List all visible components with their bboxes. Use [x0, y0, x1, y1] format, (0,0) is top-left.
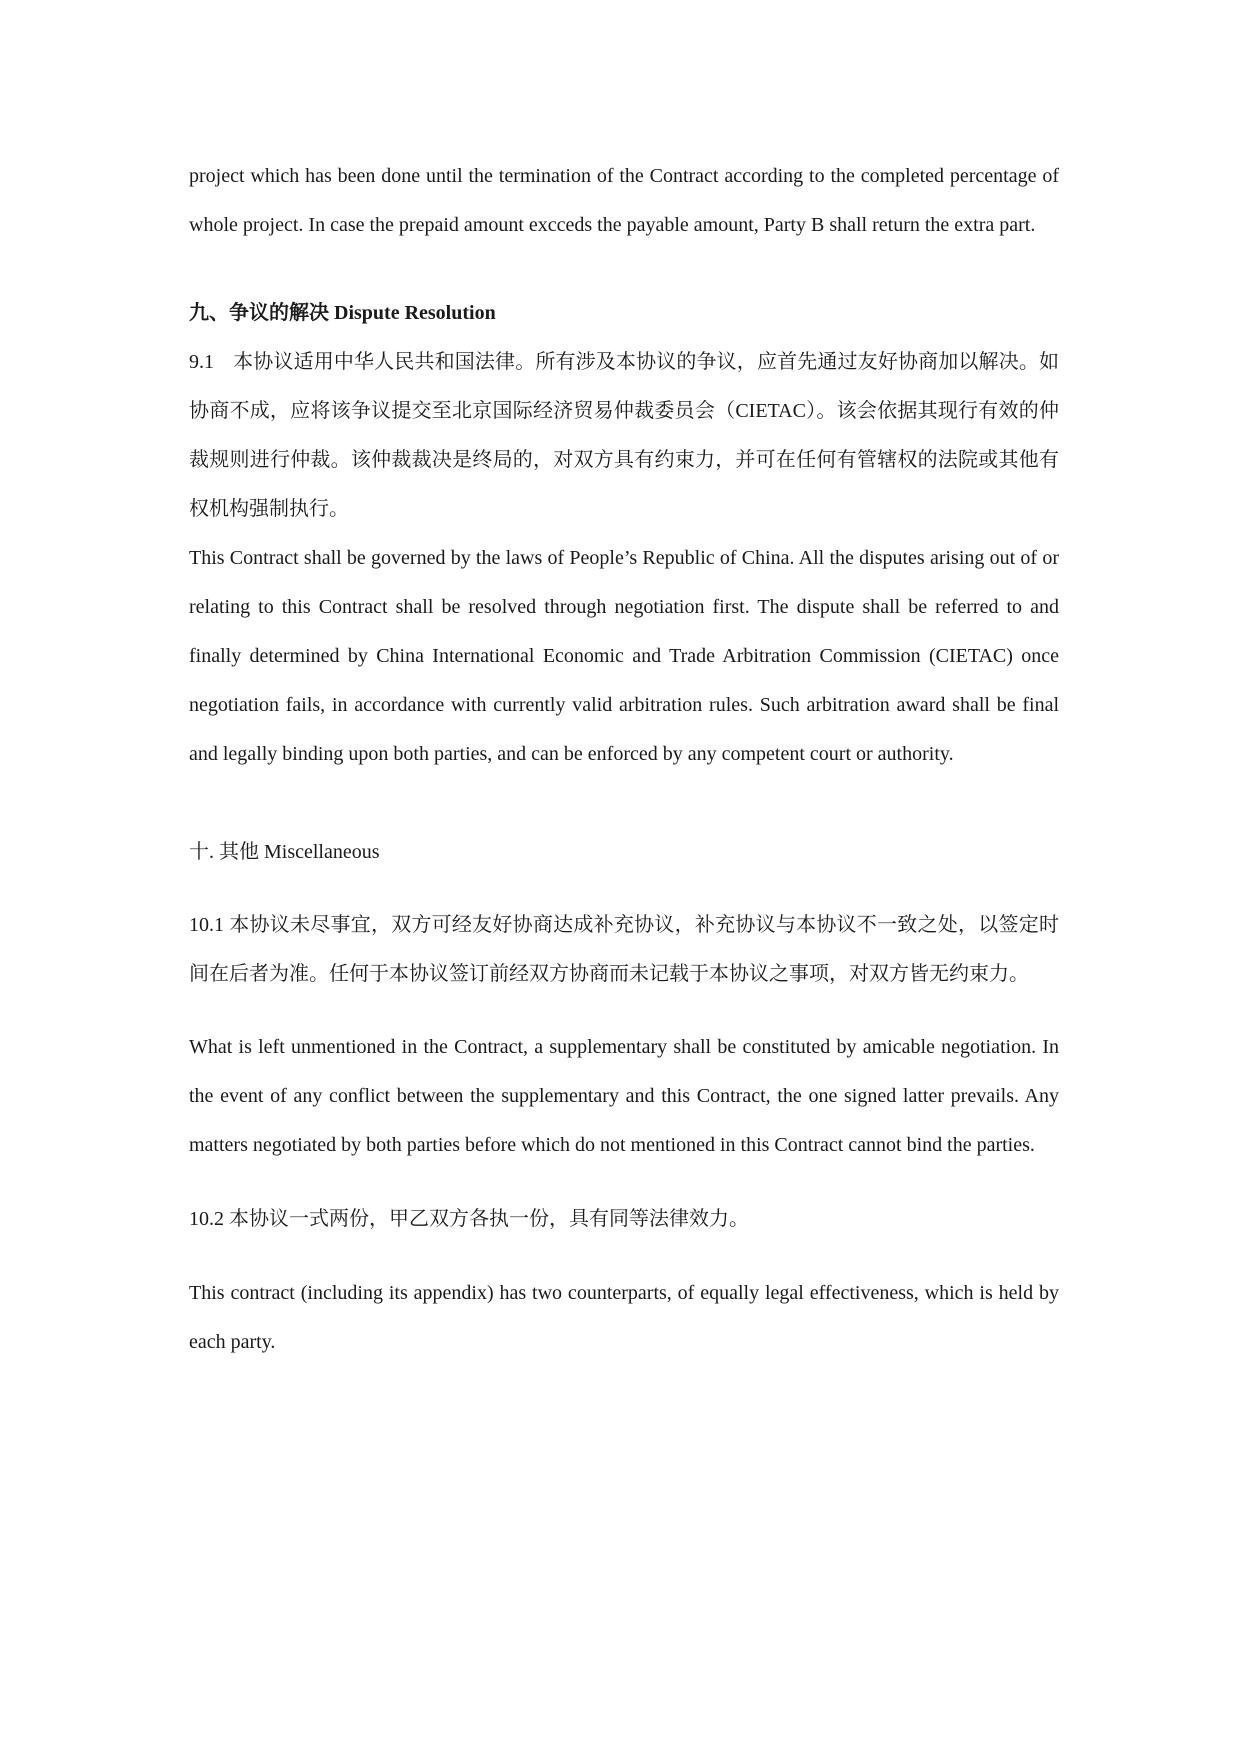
spacer	[189, 250, 1059, 289]
continuation-paragraph: project which has been done until the termination of the Contract according to the completed percentage of whole project. In case the prepaid amount excceds the payable amount, Party B shall return the extra part.	[189, 165, 1059, 236]
clause-9-1-number: 9.1	[189, 351, 214, 373]
spacer	[189, 1244, 1059, 1269]
spacer	[189, 779, 1059, 828]
spacer	[189, 877, 1059, 901]
clause-9-1-chinese	[189, 338, 1059, 534]
section-9-heading: 九、争议的解决 Dispute Resolution	[189, 302, 496, 324]
spacer	[189, 1170, 1059, 1195]
document-page	[189, 152, 1059, 1367]
clause-10-2-chinese: 10.2 本协议一式两份，甲乙双方各执一份，具有同等法律效力。	[189, 1208, 749, 1230]
clause-10-1-chinese: 10.1 本协议未尽事宜，双方可经友好协商达成补充协议，补充协议与本协议不一致之处，以签定时间在后者为准。任何于本协议签订前经双方协商而未记载于本协议之事项，对双方皆无约束力。	[189, 914, 1059, 985]
clause-9-1-chinese-text: 本协议适用中华人民共和国法律。所有涉及本协议的争议，应首先通过友好协商加以解决。如协商不成，应将该争议提交至北京国际经济贸易仲裁委员会（CIETAC）。该会依据其现行有效的仲裁规则进行仲裁。该仲裁裁决是终局的，对双方具有约束力，并可在任何有管辖权的法院或其他有权机构强制执行。	[189, 351, 1059, 520]
clause-10-2-english: This contract (including its appendix) has two counterparts, of equally legal effectiveness, which is held by each party.	[189, 1282, 1059, 1353]
spacer	[189, 999, 1059, 1023]
section-10-heading: 十. 其他 Miscellaneous	[189, 841, 380, 863]
clause-9-1-english: This Contract shall be governed by the laws of People’s Republic of China. All the disputes arising out of or relating to this Contract shall be resolved through negotiation first. The dispute shall be referred to and finally determined by China International Economic and Trade Arbitration Commission (CIETAC) once negotiation fails, in accordance with currently valid arbitration rules. Such arbitration award shall be final and legally binding upon both parties, and can be enforced by any competent court or authority.	[189, 547, 1059, 765]
clause-10-1-english: What is left unmentioned in the Contract, a supplementary shall be constituted by amicable negotiation. In the event of any conflict between the supplementary and this Contract, the one signed latter prevails. Any matters negotiated by both parties before which do not mentioned in this Contract cannot bind the parties.	[189, 1036, 1059, 1156]
